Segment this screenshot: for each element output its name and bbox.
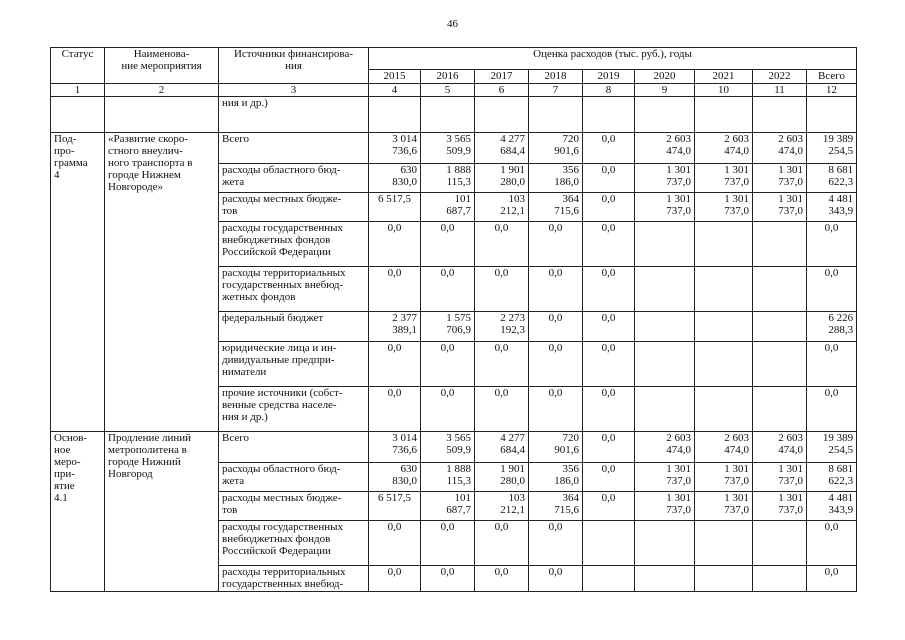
value-cell bbox=[635, 387, 695, 432]
value-cell bbox=[753, 387, 807, 432]
value-cell: 2 603 474,0 bbox=[635, 432, 695, 463]
value-cell: 1 301 737,0 bbox=[753, 463, 807, 492]
total-cell: 0,0 bbox=[807, 566, 857, 592]
total-cell: 19 389 254,5 bbox=[807, 432, 857, 463]
source-cell: расходы территориальных государственных внебюд- жетных фондов bbox=[219, 267, 369, 312]
value-cell: 0,0 bbox=[475, 222, 529, 267]
budget-row bbox=[51, 432, 857, 463]
value-cell: 356 186,0 bbox=[529, 164, 583, 193]
estimate-header: Оценка расходов (тыс. руб.), годы bbox=[369, 48, 857, 70]
value-cell: 1 901 280,0 bbox=[475, 164, 529, 193]
value-cell: 101 687,7 bbox=[421, 193, 475, 222]
column-numbers-row bbox=[51, 84, 857, 97]
value-cell: 0,0 bbox=[475, 521, 529, 566]
value-cell: 0,0 bbox=[583, 267, 635, 312]
value-cell: 720 901,6 bbox=[529, 133, 583, 164]
value-cell: 0,0 bbox=[475, 566, 529, 592]
value-cell bbox=[695, 342, 753, 387]
col-number: 12 bbox=[807, 84, 857, 97]
value-cell bbox=[635, 267, 695, 312]
value-cell: 2 603 474,0 bbox=[753, 432, 807, 463]
value-cell: 364 715,6 bbox=[529, 492, 583, 521]
value-cell: 1 301 737,0 bbox=[753, 164, 807, 193]
col-number: 3 bbox=[219, 84, 369, 97]
value-cell bbox=[635, 97, 695, 133]
source-cell: расходы местных бюдже- тов bbox=[219, 492, 369, 521]
value-cell bbox=[695, 97, 753, 133]
value-cell: 103 212,1 bbox=[475, 193, 529, 222]
col-number: 6 bbox=[475, 84, 529, 97]
source-cell: Всего bbox=[219, 133, 369, 164]
value-cell: 0,0 bbox=[529, 267, 583, 312]
value-cell: 1 301 737,0 bbox=[635, 193, 695, 222]
value-cell: 101 687,7 bbox=[421, 492, 475, 521]
year-cell: 2021 bbox=[695, 70, 753, 84]
status-header: Статус bbox=[51, 48, 105, 84]
source-cell: расходы государственных внебюджетных фондов Российской Федерации bbox=[219, 222, 369, 267]
value-cell: 0,0 bbox=[583, 463, 635, 492]
value-cell: 0,0 bbox=[583, 387, 635, 432]
year-cell: 2017 bbox=[475, 70, 529, 84]
source-cell: расходы областного бюд- жета bbox=[219, 463, 369, 492]
value-cell: 0,0 bbox=[529, 342, 583, 387]
value-cell bbox=[369, 97, 421, 133]
col-number: 4 bbox=[369, 84, 421, 97]
value-cell: 0,0 bbox=[583, 342, 635, 387]
source-cell: федеральный бюджет bbox=[219, 312, 369, 342]
value-cell: 1 301 737,0 bbox=[695, 164, 753, 193]
value-cell: 2 273 192,3 bbox=[475, 312, 529, 342]
continuation-row bbox=[51, 97, 857, 133]
value-cell: 103 212,1 bbox=[475, 492, 529, 521]
source-cell: расходы государственных внебюджетных фондов Российской Федерации bbox=[219, 521, 369, 566]
value-cell: 0,0 bbox=[529, 521, 583, 566]
year-cell: 2019 bbox=[583, 70, 635, 84]
value-cell: 0,0 bbox=[475, 387, 529, 432]
source-cell: юридические лица и ин- дивидуальные предпри- ниматели bbox=[219, 342, 369, 387]
source-cell: прочие источники (собст- венные средства населе- ния и др.) bbox=[219, 387, 369, 432]
value-cell bbox=[753, 342, 807, 387]
value-cell bbox=[753, 312, 807, 342]
col-number: 10 bbox=[695, 84, 753, 97]
total-header: Всего bbox=[807, 70, 857, 84]
value-cell: 0,0 bbox=[583, 492, 635, 521]
event-name-cell: Продление линий метрополитена в городе Нижний Новгород bbox=[105, 432, 219, 592]
value-cell: 720 901,6 bbox=[529, 432, 583, 463]
total-cell: 0,0 bbox=[807, 222, 857, 267]
value-cell: 3 565 509,9 bbox=[421, 133, 475, 164]
value-cell: 0,0 bbox=[421, 342, 475, 387]
value-cell: 1 301 737,0 bbox=[753, 193, 807, 222]
value-cell: 2 603 474,0 bbox=[753, 133, 807, 164]
value-cell: 630 830,0 bbox=[369, 463, 421, 492]
value-cell: 2 603 474,0 bbox=[695, 432, 753, 463]
value-cell: 0,0 bbox=[475, 267, 529, 312]
total-cell: 19 389 254,5 bbox=[807, 133, 857, 164]
total-cell: 4 481 343,9 bbox=[807, 492, 857, 521]
value-cell bbox=[583, 97, 635, 133]
value-cell bbox=[635, 521, 695, 566]
total-cell: 0,0 bbox=[807, 521, 857, 566]
value-cell bbox=[695, 387, 753, 432]
status-cell bbox=[51, 97, 105, 133]
budget-row bbox=[51, 133, 857, 164]
total-cell: 0,0 bbox=[807, 267, 857, 312]
value-cell: 2 603 474,0 bbox=[695, 133, 753, 164]
value-cell: 0,0 bbox=[583, 164, 635, 193]
header-row bbox=[51, 48, 857, 70]
col-number: 8 bbox=[583, 84, 635, 97]
value-cell bbox=[475, 97, 529, 133]
total-cell: 0,0 bbox=[807, 342, 857, 387]
total-cell: 0,0 bbox=[807, 387, 857, 432]
value-cell bbox=[635, 312, 695, 342]
source-cell: расходы местных бюдже- тов bbox=[219, 193, 369, 222]
value-cell: 6 517,5 bbox=[369, 193, 421, 222]
value-cell bbox=[695, 222, 753, 267]
value-cell: 1 301 737,0 bbox=[695, 193, 753, 222]
source-cell: ния и др.) bbox=[219, 97, 369, 133]
source-cell: Всего bbox=[219, 432, 369, 463]
value-cell: 6 517,5 bbox=[369, 492, 421, 521]
total-cell: 8 681 622,3 bbox=[807, 164, 857, 193]
value-cell bbox=[583, 521, 635, 566]
value-cell: 2 603 474,0 bbox=[635, 133, 695, 164]
year-cell: 2015 bbox=[369, 70, 421, 84]
value-cell bbox=[753, 521, 807, 566]
value-cell: 4 277 684,4 bbox=[475, 432, 529, 463]
value-cell: 0,0 bbox=[369, 521, 421, 566]
value-cell: 0,0 bbox=[529, 222, 583, 267]
value-cell: 2 377 389,1 bbox=[369, 312, 421, 342]
total-cell: 6 226 288,3 bbox=[807, 312, 857, 342]
value-cell: 3 565 509,9 bbox=[421, 432, 475, 463]
value-cell: 0,0 bbox=[369, 342, 421, 387]
value-cell bbox=[421, 97, 475, 133]
value-cell: 1 888 115,3 bbox=[421, 164, 475, 193]
value-cell: 0,0 bbox=[583, 312, 635, 342]
source-cell: расходы областного бюд- жета bbox=[219, 164, 369, 193]
value-cell bbox=[529, 97, 583, 133]
source-cell: расходы территориальных государственных внебюд- bbox=[219, 566, 369, 592]
value-cell: 0,0 bbox=[369, 222, 421, 267]
value-cell bbox=[753, 97, 807, 133]
col-number: 11 bbox=[753, 84, 807, 97]
value-cell bbox=[583, 566, 635, 592]
value-cell: 0,0 bbox=[369, 566, 421, 592]
value-cell bbox=[695, 267, 753, 312]
value-cell: 1 301 737,0 bbox=[695, 463, 753, 492]
value-cell bbox=[635, 566, 695, 592]
value-cell: 0,0 bbox=[529, 566, 583, 592]
value-cell bbox=[753, 222, 807, 267]
value-cell: 1 575 706,9 bbox=[421, 312, 475, 342]
value-cell: 4 277 684,4 bbox=[475, 133, 529, 164]
value-cell: 0,0 bbox=[475, 342, 529, 387]
value-cell: 630 830,0 bbox=[369, 164, 421, 193]
value-cell: 0,0 bbox=[583, 133, 635, 164]
status-cell: Основ- ное меро- при- ятие 4.1 bbox=[51, 432, 105, 592]
value-cell: 0,0 bbox=[583, 222, 635, 267]
event-name-cell: «Развитие скоро- стного внеулич- ного транспорта в городе Нижнем Новгороде» bbox=[105, 133, 219, 432]
event-name-cell bbox=[105, 97, 219, 133]
value-cell bbox=[635, 222, 695, 267]
value-cell: 0,0 bbox=[529, 312, 583, 342]
value-cell: 1 301 737,0 bbox=[635, 164, 695, 193]
year-cell: 2022 bbox=[753, 70, 807, 84]
value-cell: 0,0 bbox=[369, 387, 421, 432]
value-cell bbox=[695, 521, 753, 566]
year-cell: 2016 bbox=[421, 70, 475, 84]
value-cell: 1 301 737,0 bbox=[635, 463, 695, 492]
value-cell: 1 888 115,3 bbox=[421, 463, 475, 492]
value-cell: 0,0 bbox=[421, 566, 475, 592]
event-name-header: Наименова- ние мероприятия bbox=[105, 48, 219, 84]
total-cell: 4 481 343,9 bbox=[807, 193, 857, 222]
value-cell bbox=[695, 566, 753, 592]
col-number: 5 bbox=[421, 84, 475, 97]
value-cell: 0,0 bbox=[421, 267, 475, 312]
budget-table bbox=[50, 47, 857, 592]
value-cell: 1 301 737,0 bbox=[695, 492, 753, 521]
value-cell bbox=[807, 97, 857, 133]
year-cell: 2018 bbox=[529, 70, 583, 84]
value-cell bbox=[635, 342, 695, 387]
sources-header: Источники финансирова- ния bbox=[219, 48, 369, 84]
col-number: 7 bbox=[529, 84, 583, 97]
value-cell: 0,0 bbox=[583, 432, 635, 463]
value-cell: 364 715,6 bbox=[529, 193, 583, 222]
value-cell: 0,0 bbox=[421, 521, 475, 566]
value-cell bbox=[753, 566, 807, 592]
col-number: 9 bbox=[635, 84, 695, 97]
value-cell: 1 901 280,0 bbox=[475, 463, 529, 492]
year-cell: 2020 bbox=[635, 70, 695, 84]
col-number: 2 bbox=[105, 84, 219, 97]
value-cell: 3 014 736,6 bbox=[369, 432, 421, 463]
value-cell: 1 301 737,0 bbox=[635, 492, 695, 521]
value-cell: 0,0 bbox=[529, 387, 583, 432]
value-cell: 3 014 736,6 bbox=[369, 133, 421, 164]
value-cell: 0,0 bbox=[369, 267, 421, 312]
value-cell: 0,0 bbox=[583, 193, 635, 222]
value-cell: 0,0 bbox=[421, 222, 475, 267]
value-cell bbox=[753, 267, 807, 312]
page-number: 46 bbox=[447, 18, 458, 30]
value-cell: 1 301 737,0 bbox=[753, 492, 807, 521]
status-cell: Под- про- грамма 4 bbox=[51, 133, 105, 432]
value-cell: 0,0 bbox=[421, 387, 475, 432]
value-cell bbox=[695, 312, 753, 342]
value-cell: 356 186,0 bbox=[529, 463, 583, 492]
col-number: 1 bbox=[51, 84, 105, 97]
total-cell: 8 681 622,3 bbox=[807, 463, 857, 492]
